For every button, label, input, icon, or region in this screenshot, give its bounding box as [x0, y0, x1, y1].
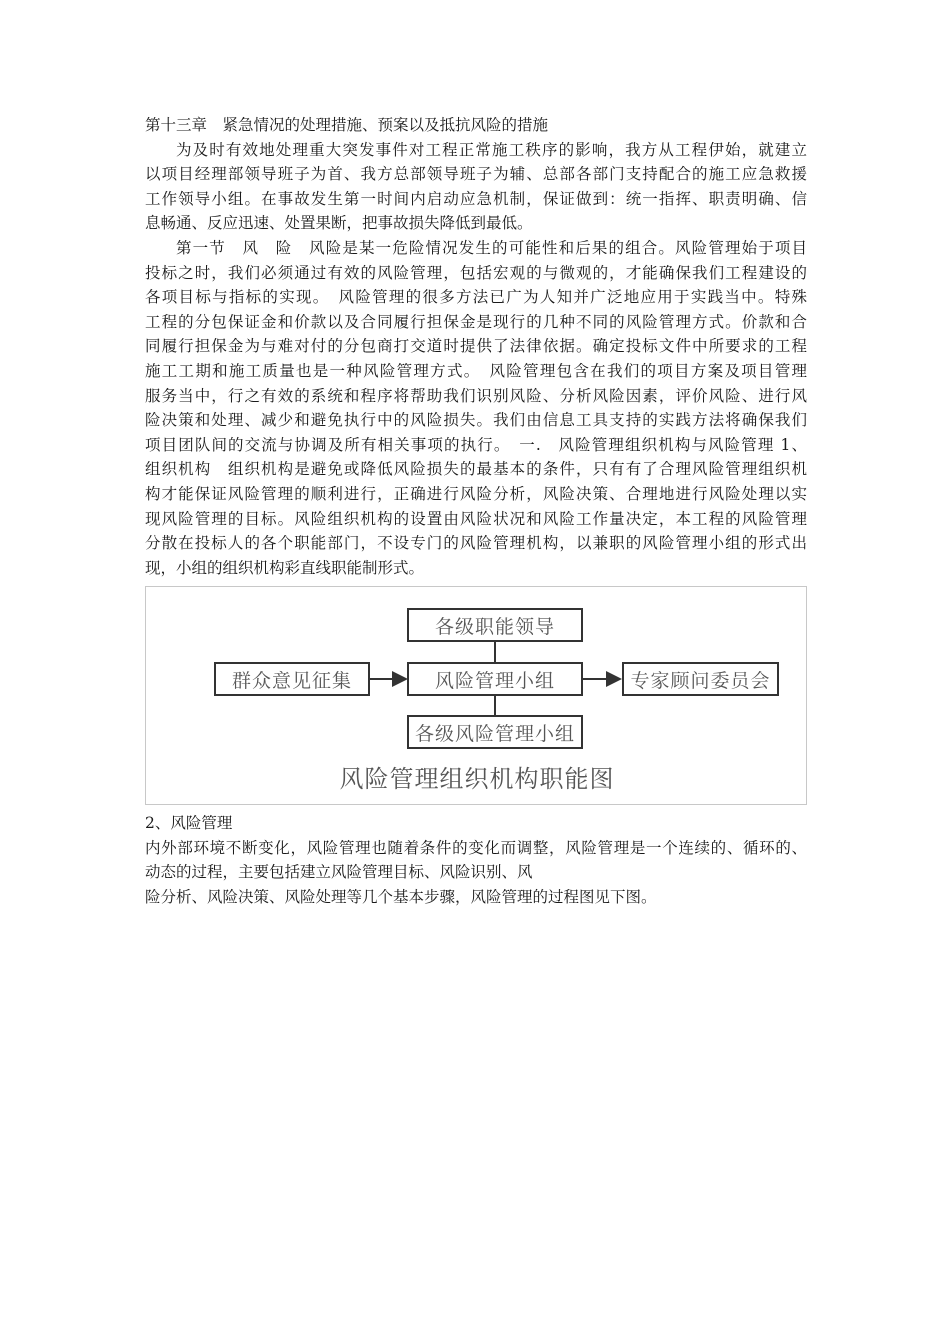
- paragraph-risk-process: [145, 836, 807, 910]
- chapter-heading: 第十三章 紧急情况的处理措施、预案以及抵抗风险的措施: [145, 116, 549, 134]
- org-chart-figure: [145, 586, 807, 805]
- text-line: 工作领导小组。在事故发生第一时间内启动应急机制，保证做到：统一指挥、职责明确、信: [145, 189, 807, 208]
- text-line: 分散在投标人的各个职能部门，不设专门的风险管理机构，以兼职的风险管理小组的形式出: [145, 534, 807, 553]
- text-line: 施工工期和施工质量也是一种风险管理方式。 风险管理包含在我们的项目方案及项目管理: [145, 361, 807, 380]
- box-functional-leaders: 各级职能领导: [407, 608, 583, 642]
- text-line: 组织机构 组织机构是避免或降低风险损失的最基本的条件，只有有了合理风险管理组织机: [145, 460, 807, 479]
- text-line: 服务当中，行之有效的系统和程序将帮助我们识别风险、分析风险因素，评价风险、进行风: [145, 386, 807, 405]
- figure-caption: 风险管理组织机构职能图: [339, 765, 615, 794]
- text-line: 构才能保证风险管理的顺利进行，正确进行风险分析，风险决策、合理地进行风险处理以实: [145, 484, 807, 503]
- text-line: 险分析、风险决策、风险处理等几个基本步骤，风险管理的过程图见下图。: [145, 888, 657, 907]
- box-sub-risk-groups: 各级风险管理小组: [407, 715, 583, 749]
- text-line: 息畅通、反应迅速、处置果断，把事故损失降低到最低。: [145, 214, 533, 233]
- text-line: 投标之时，我们必须通过有效的风险管理，包括宏观的与微观的，才能确保我们工程建设的: [145, 263, 807, 282]
- text-line: 第一节 风 险 风险是某一危险情况发生的可能性和后果的组合。风险管理始于项目: [176, 238, 807, 257]
- text-line: 各项目标与指标的实现。 风险管理的很多方法已广为人知并广泛地应用于实践当中。特殊: [145, 288, 807, 307]
- text-line: 以项目经理部领导班子为首、我方总部领导班子为辅、总部各部门支持配合的施工应急救援: [145, 165, 807, 184]
- paragraph-risk: [145, 236, 807, 580]
- text-line: 内外部环境不断变化，风险管理也随着条件的变化而调整，风险管理是一个连续的、循环的、: [145, 838, 807, 857]
- section-heading-risk-management: 2、风险管理: [145, 814, 233, 833]
- text-line: 现，小组的组织机构彩直线职能制形式。: [145, 558, 425, 577]
- text-line: 同履行担保金为与难对付的分包商打交道时提供了法律依据。确定投标文件中所要求的工程: [145, 337, 807, 356]
- text-line: 动态的过程，主要包括建立风险管理目标、风险识别、风: [145, 863, 533, 882]
- box-expert-committee: 专家顾问委员会: [622, 662, 779, 696]
- paragraph-emergency: [145, 138, 807, 236]
- text-line: 现风险管理的目标。风险组织机构的设置由风险状况和风险工作量决定，本工程的风险管理: [145, 509, 807, 528]
- box-risk-management-group: 风险管理小组: [407, 662, 583, 696]
- text-line: 项目团队间的交流与协调及所有相关事项的执行。 一. 风险管理组织机构与风险管理 1、: [145, 435, 807, 454]
- text-line: 为及时有效地处理重大突发事件对工程正常施工秩序的影响，我方从工程伊始，就建立: [176, 140, 807, 159]
- box-public-opinion: 群众意见征集: [214, 662, 370, 696]
- document-page: [145, 113, 807, 910]
- text-line: 工程的分包保证金和价款以及合同履行担保金是现行的几种不同的风险管理方式。价款和合: [145, 312, 807, 331]
- text-line: 险决策和处理、减少和避免执行中的风险损失。我们由信息工具支持的实践方法将确保我们: [145, 411, 807, 430]
